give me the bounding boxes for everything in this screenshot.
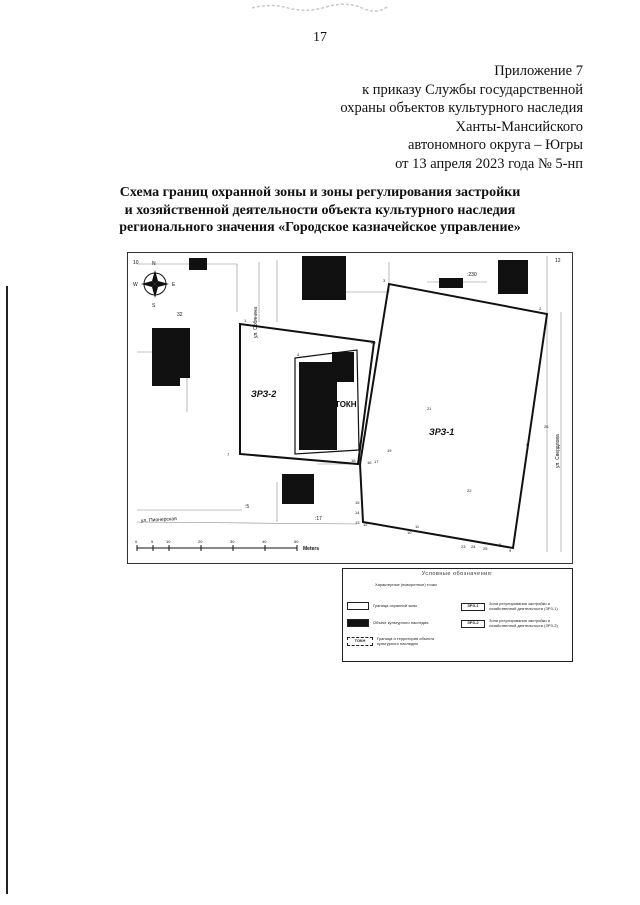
point-number: 6 (359, 456, 362, 461)
appendix-line: охраны объектов культурного наследия (340, 100, 583, 117)
zone-label-zrz2: ЗРЗ-2 (251, 389, 277, 399)
building (302, 256, 346, 300)
legend-label: Зона регулирования застройки и хозяйственной деятельности (ЗРЗ-1) (489, 601, 558, 611)
point-number: 16 (367, 460, 372, 465)
point-number: 23 (461, 544, 466, 549)
scale-tick-label: 50 (294, 539, 299, 544)
legend-swatch-tokn: ТОКН (347, 637, 373, 646)
street-label-sverdlova: ул. Свердлова (555, 434, 561, 468)
parcel-label: :17 (315, 516, 322, 522)
legend-swatch-zrz1: ЗРЗ-1 (461, 603, 485, 611)
scale-tick-label: 20 (198, 539, 203, 544)
point-number: 14 (355, 510, 360, 515)
point-number: 26 (544, 424, 549, 429)
point-number: 15 (355, 500, 360, 505)
boundary-map (127, 252, 573, 564)
point-number: 24 (471, 544, 476, 549)
scale-tick-label: 30 (230, 539, 235, 544)
appendix-line: к приказу Службы государственной (362, 81, 583, 98)
scale-tick-label: 40 (262, 539, 267, 544)
compass-label-n: N (152, 261, 156, 267)
point-number: 17 (374, 459, 379, 464)
point-number: 21 (427, 406, 432, 411)
parcel-label: 10 (133, 260, 139, 266)
legend-item (347, 637, 443, 646)
boundary-map-svg (127, 252, 573, 564)
legend-swatch-zrz2: ЗРЗ-2 (461, 620, 485, 628)
scale-tick-label: 0 (135, 539, 138, 544)
zone-label-zrz1: ЗРЗ-1 (429, 427, 455, 437)
building (498, 260, 528, 294)
point-number: 2 (539, 306, 542, 311)
map-legend (342, 568, 573, 662)
point-number: 22 (467, 488, 472, 493)
compass-label-s: S (152, 303, 156, 309)
point-number: 5 (526, 442, 529, 447)
title-line: Схема границ охранной зоны и зоны регулирования застройки (119, 185, 521, 200)
parcel-label: :5 (245, 504, 250, 510)
appendix-line: автономного округа – Югры (407, 137, 583, 154)
parcel-label: :230 (467, 272, 477, 278)
building (152, 338, 180, 386)
appendix-line: Ханты-Мансийского (455, 118, 583, 135)
point-number: 19 (387, 448, 392, 453)
legend-label: Объект культурного наследия (373, 619, 429, 625)
legend-item (375, 583, 437, 588)
point-number: 8 (499, 542, 502, 547)
point-number: 12 (363, 522, 368, 527)
point-number: 9 (509, 548, 512, 553)
legend-label: Граница и территория объекта культурного наследия (377, 636, 435, 646)
legend-swatch-black (347, 619, 369, 627)
heritage-building (332, 352, 354, 382)
point-number: 13 (355, 520, 360, 525)
point-number: 25 (483, 546, 488, 551)
scale-tick-label: 10 (166, 539, 171, 544)
legend-label: Зона регулирования застройки и хозяйственной деятельности (ЗРЗ-2) (489, 618, 558, 628)
legend-item (347, 602, 417, 610)
legend-item (347, 619, 428, 627)
point-number: 1 (244, 318, 247, 323)
legend-label: Граница охранной зоны (373, 602, 418, 608)
appendix-block (340, 62, 583, 174)
point-number: 3 (383, 278, 386, 283)
point-number: 7 (227, 452, 230, 457)
heritage-building (299, 362, 337, 450)
title-line: и хозяйственной деятельности объекта культурного наследия (124, 202, 516, 218)
point-number: 20 (371, 340, 376, 345)
compass-label-w: W (133, 282, 138, 288)
scan-artifact (250, 2, 390, 12)
street-label-pionerskaya: ул. Пионерская (140, 516, 177, 524)
appendix-line: от 13 апреля 2023 года № 5-нп (395, 155, 583, 172)
point-number: 18 (351, 458, 356, 463)
legend-label: Характерные (поворотные) точки (375, 582, 437, 587)
title-line: регионального значения «Городское казначейское управление» (119, 220, 521, 235)
scale-unit: Meters (303, 546, 320, 552)
legend-swatch-white (347, 602, 369, 610)
point-number: 4 (297, 352, 300, 357)
legend-title: Условные обозначения: (421, 571, 494, 577)
appendix-line: Приложение 7 (494, 63, 583, 79)
document-title (0, 184, 640, 237)
building (189, 258, 207, 270)
legend-item (461, 602, 565, 611)
zone-label-tokn: ТОКН (335, 400, 357, 409)
scan-edge-line (6, 286, 8, 894)
point-number: 10 (407, 530, 412, 535)
street-label-sobyanina: ул. Собянина (253, 306, 259, 338)
legend-item (461, 619, 565, 628)
parcel-label: 32 (177, 312, 183, 318)
building (439, 278, 463, 288)
point-number: 11 (415, 524, 420, 529)
compass-label-e: E (172, 282, 176, 288)
scale-tick-label: 5 (151, 539, 154, 544)
page-number: 17 (313, 30, 327, 45)
building (282, 474, 314, 504)
parcel-label: 12 (555, 258, 561, 264)
